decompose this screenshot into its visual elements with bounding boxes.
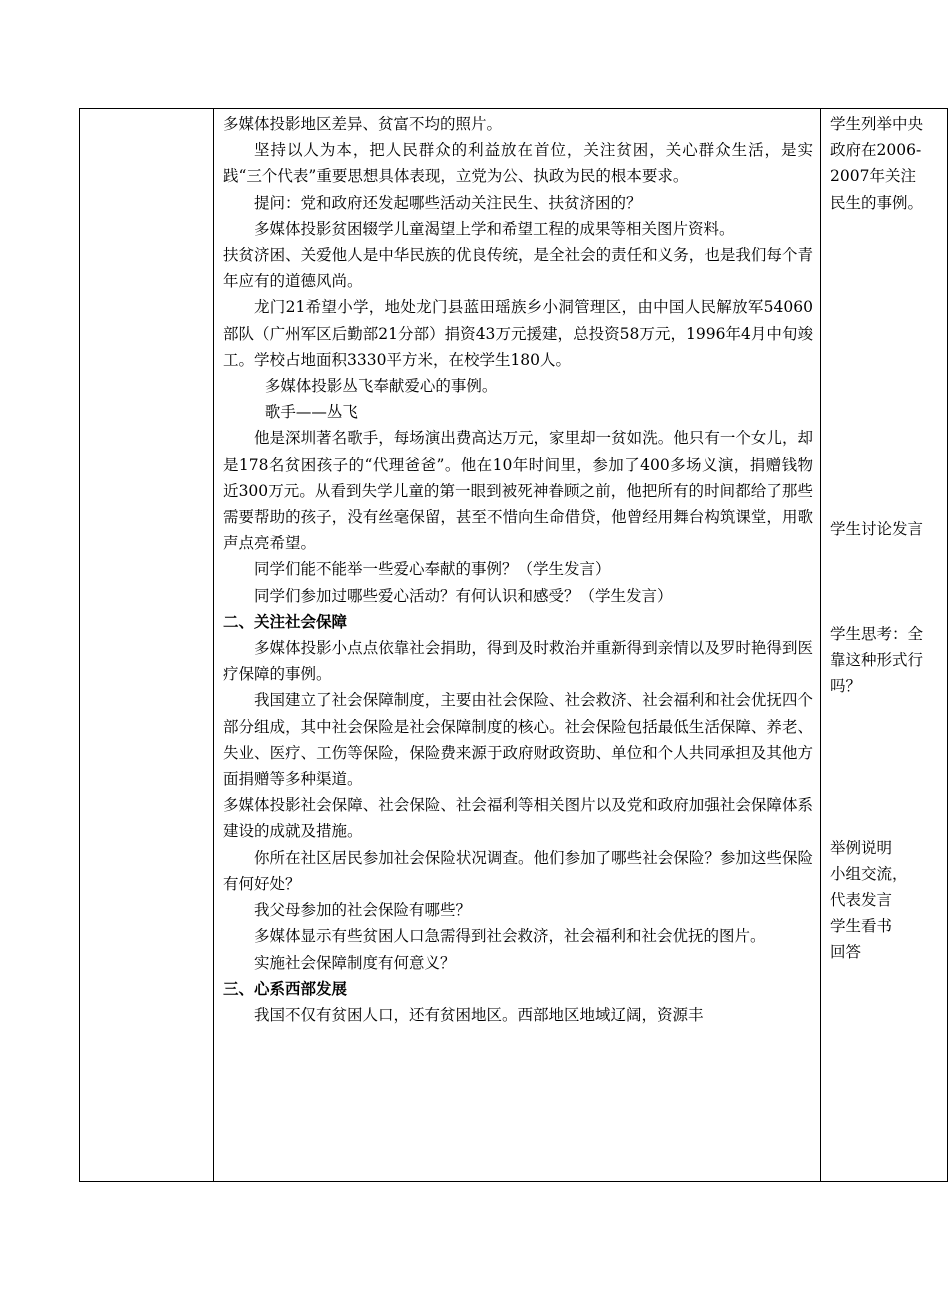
paragraph: 多媒体显示有些贫困人口急需得到社会救济，社会福利和社会优抚的图片。 (254, 927, 766, 946)
teaching-content (223, 111, 813, 1181)
paragraph: 同学们能不能举一些爱心奉献的事例？（学生发言） (254, 560, 611, 579)
paragraph: 多媒体投影地区差异、贫富不均的照片。 (223, 115, 503, 133)
paragraph: 多媒体投影社会保障、社会保险、社会福利等相关图片以及党和政府加强社会保障体系建设的成就及措施。 (223, 796, 813, 841)
paragraph: 多媒体投影贫困辍学儿童渴望上学和希望工程的成果等相关图片资料。 (254, 219, 735, 238)
lesson-plan-table (79, 108, 948, 1182)
paragraph: 多媒体投影小点点依靠社会捐助，得到及时救治并重新得到亲情以及罗时艳得到医疗保障的事例。 (223, 639, 813, 684)
paragraph: 他是深圳著名歌手，每场演出费高达万元，家里却一贫如洗。他只有一个女儿，却是178名贫困孩子的“代理爸爸”。他在10年时间里，参加了400多场义演，捐赠钱物近300万元。从看到失学儿童的第一眼到被死神眷顾之前，他把所有的时间都给了那些需要帮助的孩子，没有丝毫保留，甚至不惜向生命借贷，他曾经用舞台构筑课堂，用歌声点亮希望。 (223, 429, 813, 553)
activity-note: 学生看书 (830, 917, 893, 935)
paragraph: 我国不仅有贫困人口，还有贫困地区。西部地区地域辽阔，资源丰 (254, 1005, 704, 1024)
paragraph: 实施社会保障制度有何意义？ (254, 953, 456, 972)
paragraph: 你所在社区居民参加社会保险状况调查。他们参加了哪些社会保险？参加这些保险有何好处？ (223, 848, 813, 893)
paragraph: 扶贫济困、关爱他人是中华民族的优良传统，是全社会的责任和义务，也是我们每个青年应有的道德风尚。 (223, 246, 813, 291)
section-heading: 三、心系西部发展 (223, 979, 348, 998)
activity-note: 举例说明 (830, 839, 893, 857)
activity-note: 小组交流， (830, 865, 908, 883)
activity-note: 代表发言 (830, 891, 893, 909)
activity-note: 回答 (830, 943, 862, 961)
paragraph: 我国建立了社会保障制度，主要由社会保险、社会救济、社会福利和社会优抚四个部分组成，其中社会保险是社会保障制度的核心。社会保险包括最低生活保障、养老、失业、医疗、工伤等保险，保险费来源于政府财政资助、单位和个人共同承担及其他方面捐赠等多种渠道。 (223, 691, 813, 789)
activity-note: 学生思考：全靠这种形式行吗？ (830, 625, 924, 696)
student-activity-cell (821, 109, 948, 1182)
teaching-content-cell (214, 109, 821, 1182)
table-row (80, 109, 948, 1182)
paragraph: 我父母参加的社会保险有哪些？ (254, 901, 472, 920)
section-heading: 二、关注社会保障 (223, 612, 348, 631)
left-column-cell (80, 109, 214, 1182)
activity-note: 学生讨论发言 (830, 520, 924, 538)
paragraph: 龙门21希望小学，地处龙门县蓝田瑶族乡小洞管理区，由中国人民解放军54060部队（广州军区后勤部21分部）捐资43万元援建，总投资58万元，1996年4月中旬竣工。学校占地面积3330平方米，在校学生180人。 (223, 298, 813, 369)
student-activity (830, 111, 943, 1181)
paragraph: 多媒体投影丛飞奉献爱心的事例。 (264, 377, 498, 396)
activity-note: 学生列举中央政府在2006-2007年关注民生的事例。 (830, 115, 924, 212)
paragraph: 提问：党和政府还发起哪些活动关注民生、扶贫济困的？ (254, 193, 642, 212)
paragraph: 坚持以人为本，把人民群众的利益放在首位，关注贫困，关心群众生活，是实践“三个代表”重要思想具体表现，立党为公、执政为民的根本要求。 (223, 141, 813, 186)
paragraph: 同学们参加过哪些爱心活动？有何认识和感受？（学生发言） (254, 586, 673, 605)
paragraph: 歌手——丛飞 (264, 403, 358, 422)
